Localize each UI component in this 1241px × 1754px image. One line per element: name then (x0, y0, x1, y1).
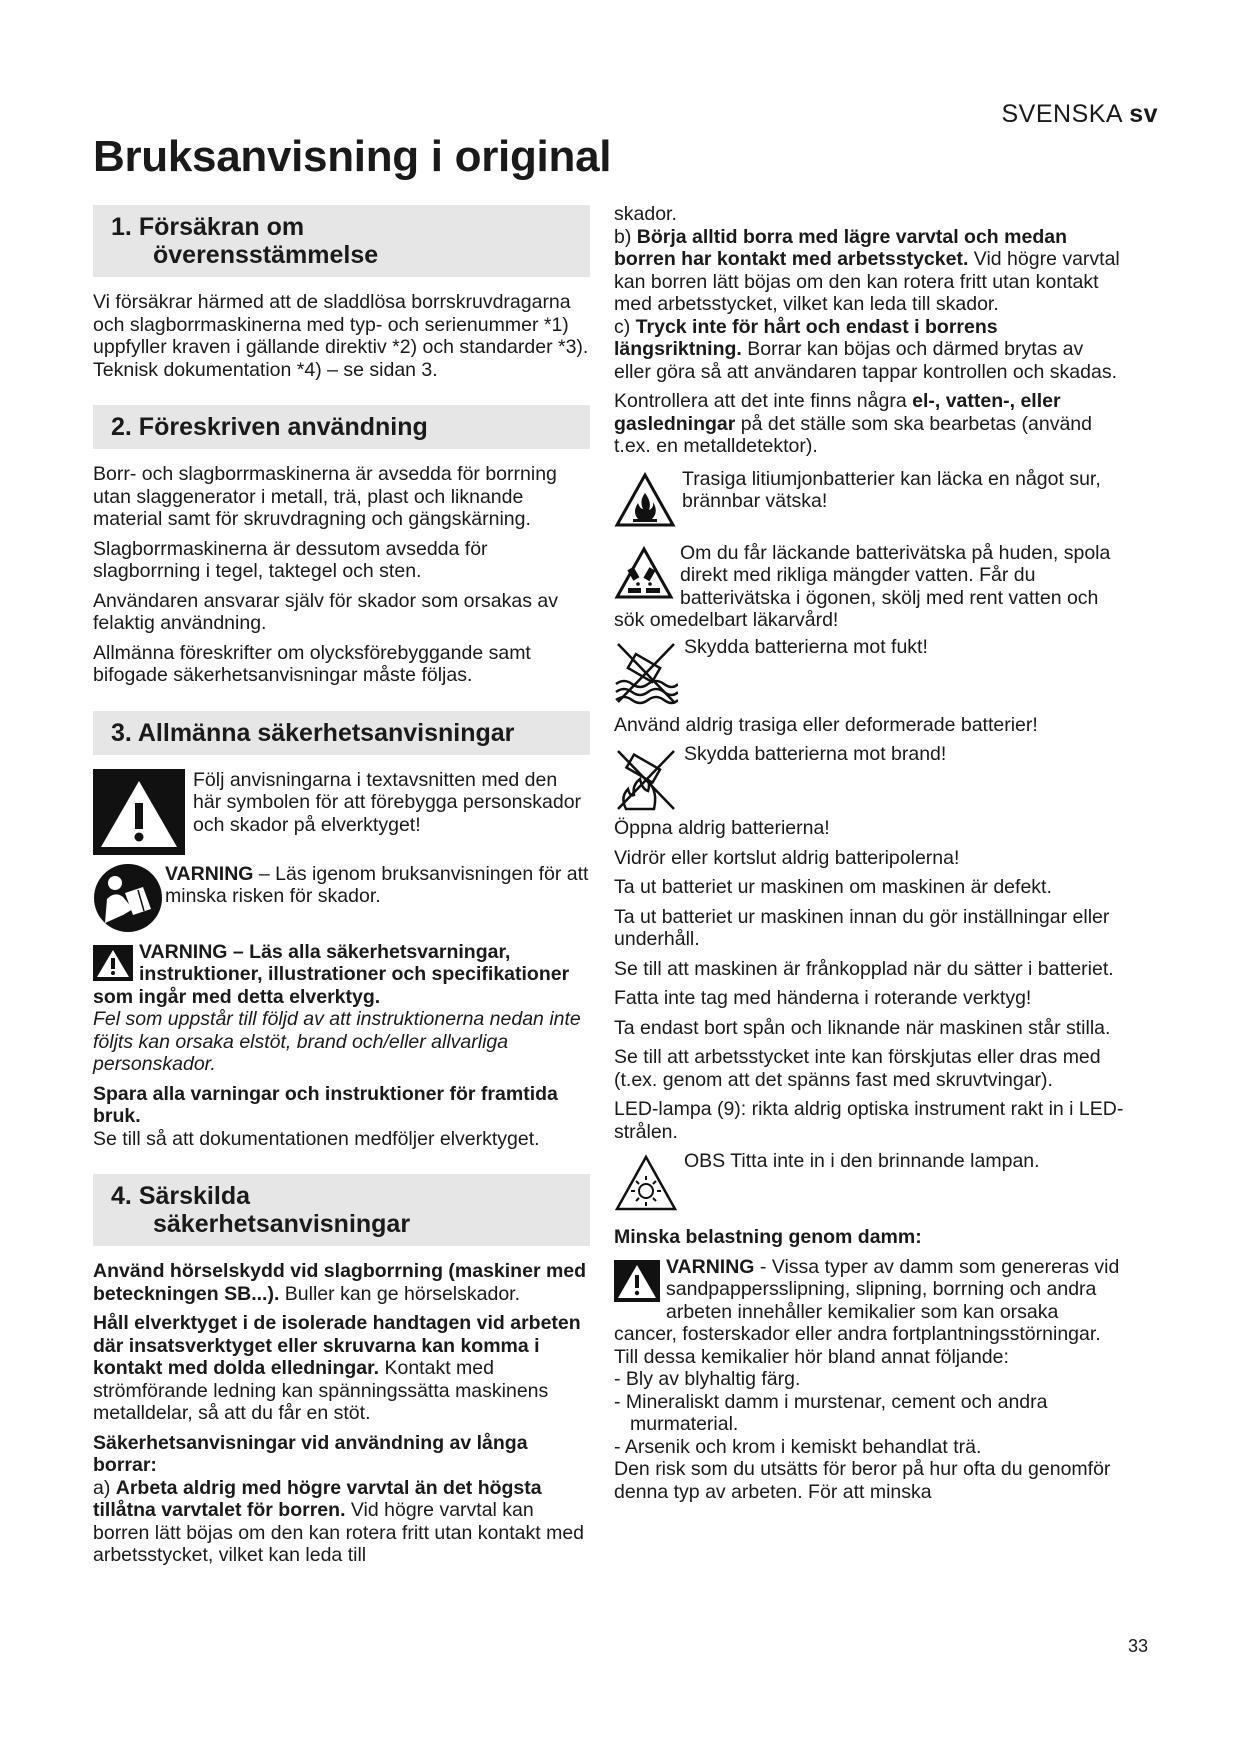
section-4-heading (93, 1174, 590, 1246)
warning-italic: Fel som uppstår till följd av att instruktionerna nedan inte följts kan orsaka elstöt, brand och/eller allvarliga personskador. (93, 1008, 581, 1075)
documentation-text: Se till så att dokumentationen medföljer elverktyget. (93, 1127, 540, 1150)
dust-warning-bold: VARNING (666, 1255, 755, 1278)
corrosive-hazard-icon (614, 546, 674, 600)
read-manual-rest: – Läs igenom bruksanvisningen för att minska risken för skador. (165, 862, 589, 907)
item-a-rest: Vid högre varvtal kan borren lätt böjas om den kan rotera fritt utan kontakt med arbetsstycket, vilket kan leda till (93, 1499, 585, 1566)
item-b (614, 226, 1124, 316)
page-title: Bruksanvisning i original (93, 132, 612, 181)
warning-read-all-text: VARNING – Läs alla säkerhetsvarningar, instruktioner, illustrationer och specifikationer som ingår med detta elverktyg. (93, 940, 570, 1008)
section-1-heading (93, 205, 590, 277)
section-4-p1-rest: Buller kan ge hörselskador. (279, 1282, 521, 1305)
battery-instruction: Fatta inte tag med händerna i roterande verktyg! (614, 987, 1032, 1009)
fire-protect-text: Skydda batterierna mot brand! (684, 743, 947, 765)
language-name: SVENSKA (1001, 100, 1122, 128)
battery-instruction: Öppna aldrig batterierna! (614, 817, 830, 839)
save-instructions (93, 1083, 590, 1128)
hidden-lines-bold: el-, vatten-, eller gasledningar (614, 390, 1061, 435)
dust-risk-text: Den risk som du utsätts för beror på hur ofta du genomför denna typ av arbeten. För att minska (614, 1458, 1111, 1503)
small-warning-icon (93, 945, 133, 981)
dust-heading-text: Minska belastning genom damm: (614, 1226, 922, 1248)
section-4-title-b: säkerhetsanvisningar (153, 1210, 411, 1238)
read-manual-text (165, 863, 590, 908)
section-2-p1: Borr- och slagborrmaskinerna är avsedda för borrning utan slaggenerator i metall, trä, plast och liknande material samt för skruvdragning och gängskärning. (93, 463, 557, 530)
no-fire-icon (614, 747, 678, 813)
acid-warning-text: Om du får läckande batterivätska på huden, spola direkt med rikliga mängder vatten. Får du batterivätska i ögonen, skölj med rent vatten och sök omedelbart läkarvård! (614, 541, 1111, 631)
item-c-label: c) (614, 315, 636, 338)
fire-warning-text: Trasiga litiumjonbatterier kan läcka en något sur, brännbar vätska! (682, 467, 1101, 512)
warning-symbol-row (93, 769, 590, 855)
read-manual-row (93, 863, 590, 933)
warning-italic-text (93, 1008, 590, 1076)
language-label (1002, 100, 1159, 129)
section-4-title-a: Särskilda (138, 1182, 250, 1210)
moisture-warning-text: Skydda batterierna mot fukt! (684, 635, 928, 658)
page-number: 33 (1128, 1636, 1149, 1656)
warning-triangle-icon (93, 769, 185, 855)
dust-warning-icon (614, 1260, 660, 1302)
item-a-bold: Arbeta aldrig med högre varvtal än det högsta tillåtna varvtalet för borren. (93, 1476, 542, 1521)
warning-symbol-text: Följ anvisningarna i textavsnitten med den här symbolen för att förebygga personskador och skador på elverktyget! (193, 768, 582, 836)
section-1-text: Vi försäkrar härmed att de sladdlösa borrskruvdragarna och slagborrmaskinerna med typ- och serienummer *1) uppfyller kraven i gällande direktiv *2) och standarder *3). Teknisk dokumentation *4) – se sidan 3. (93, 291, 589, 381)
section-4-p1 (93, 1260, 590, 1305)
section-1-number: 1. (111, 213, 132, 241)
led-hazard-icon (614, 1154, 678, 1212)
section-2-p2: Slagborrmaskinerna är dessutom avsedda för slagborrning i tegel, taktegel och sten. (93, 537, 488, 582)
dust-list-item: - Arsenik och krom i kemiskt behandlat trä. (614, 1435, 982, 1458)
battery-instruction: Ta ut batteriet ur maskinen om maskinen är defekt. (614, 876, 1052, 898)
item-b-label: b) (614, 225, 637, 248)
hidden-lines-a: Kontrollera att det inte finns några (614, 390, 913, 412)
fire-warning (614, 468, 1124, 528)
item-c-rest: Borrar kan böjas och därmed brytas av eller göra så att användaren tappar kontrollen och skadas. (614, 338, 1117, 383)
item-b-bold: Börja alltid borra med lägre varvtal och medan borren har kontakt med arbetsstycket. (614, 225, 1067, 270)
led-warning (614, 1150, 1124, 1212)
section-4-number: 4. (111, 1182, 132, 1210)
section-1-title-a: Försäkran om (138, 213, 305, 241)
section-3-heading: 3. Allmänna säkerhetsanvisningar (93, 711, 590, 755)
battery-instruction: Ta ut batteriet ur maskinen innan du gör inställningar eller underhåll. (614, 905, 1110, 950)
dust-warning-text: - Vissa typer av damm som genereras vid sandpappersslipning, slipning, borrning och andra arbeten innehåller kemikalier som kan orsaka cancer, fosterskador eller andra fortplantningsstörningar. Till dessa kemikalier hör bland annat följande: (614, 1255, 1120, 1368)
item-b-rest: Vid högre varvtal kan borren lätt böjas om den kan rotera fritt utan kontakt med arbetsstycket, vilket kan leda till skador. (614, 248, 1120, 315)
dust-list-item: - Mineraliskt damm i murstenar, cement och andra murmaterial. (614, 1390, 1048, 1435)
long-drills-heading: Säkerhetsanvisningar vid användning av långa borrar: (93, 1431, 528, 1476)
battery-instruction: Se till att maskinen är frånkopplad när du sätter i batteriet. (614, 957, 1114, 980)
item-a-continued: skador. (614, 203, 677, 225)
item-c (614, 316, 1124, 384)
section-4-p1-bold: Använd hörselskydd vid slagborrning (maskiner med beteckningen SB...). (93, 1260, 587, 1305)
flame-hazard-icon (614, 472, 676, 528)
battery-instruction: LED-lampa (9): rikta aldrig optiska instrument rakt in i LED-strålen. (614, 1098, 1124, 1143)
battery-instruction: Se till att arbetsstycket inte kan förskjutas eller dras med (t.ex. genom att det spänns fast med skruvtvingar). (614, 1046, 1101, 1091)
section-2-heading: 2. Föreskriven användning (93, 405, 590, 449)
deformed-batteries-text: Använd aldrig trasiga eller deformerade batterier! (614, 713, 1038, 736)
section-4-p2 (93, 1312, 590, 1425)
section-4-p2-rest: Kontakt med strömförande ledning kan spänningssätta maskinens metalldelar, så att du får en stöt. (93, 1357, 549, 1424)
section-4-p2-bold: Håll elverktyget i de isolerade handtagen vid arbeten där insatsverktyget eller skruvarna kan komma i kontakt med dolda elledningar. (93, 1312, 581, 1379)
dust-heading (614, 1226, 1124, 1249)
long-drills-block (93, 1432, 590, 1567)
no-moisture-icon (614, 640, 678, 706)
save-instructions-bold: Spara alla varningar och instruktioner för framtida bruk. (93, 1082, 558, 1127)
led-warning-text: OBS Titta inte in i den brinnande lampan. (684, 1150, 1040, 1172)
right-column (614, 203, 1124, 1503)
hidden-lines-b: på det ställe som ska bearbetas (använd t.ex. en metalldetektor). (614, 412, 1093, 457)
hidden-lines-text (614, 390, 1124, 458)
read-manual-icon (93, 863, 163, 933)
fire-protect-warning (614, 743, 1124, 813)
battery-instruction: Vidrör eller kortslut aldrig batteripolerna! (614, 846, 960, 869)
acid-warning (614, 542, 1124, 632)
dust-warning (614, 1256, 1124, 1369)
read-manual-bold: VARNING (165, 862, 254, 885)
dust-list-item: - Bly av blyhaltig färg. (614, 1368, 801, 1390)
battery-instruction: Ta endast bort spån och liknande när maskinen står stilla. (614, 1016, 1111, 1039)
section-1-title-b: överensstämmelse (153, 241, 379, 269)
section-2-p3: Användaren ansvarar själv för skador som orsakas av felaktig användning. (93, 589, 558, 634)
moisture-warning (614, 636, 1124, 706)
item-a-label: a) (93, 1476, 116, 1499)
item-c-bold: Tryck inte för hårt och endast i borrens längsriktning. (614, 315, 998, 360)
warning-read-all (93, 941, 590, 1009)
language-code: sv (1129, 100, 1158, 128)
left-column (93, 205, 590, 1574)
section-2-p4: Allmänna föreskrifter om olycksförebyggande samt bifogade säkerhetsanvisningar måste följas. (93, 641, 531, 686)
